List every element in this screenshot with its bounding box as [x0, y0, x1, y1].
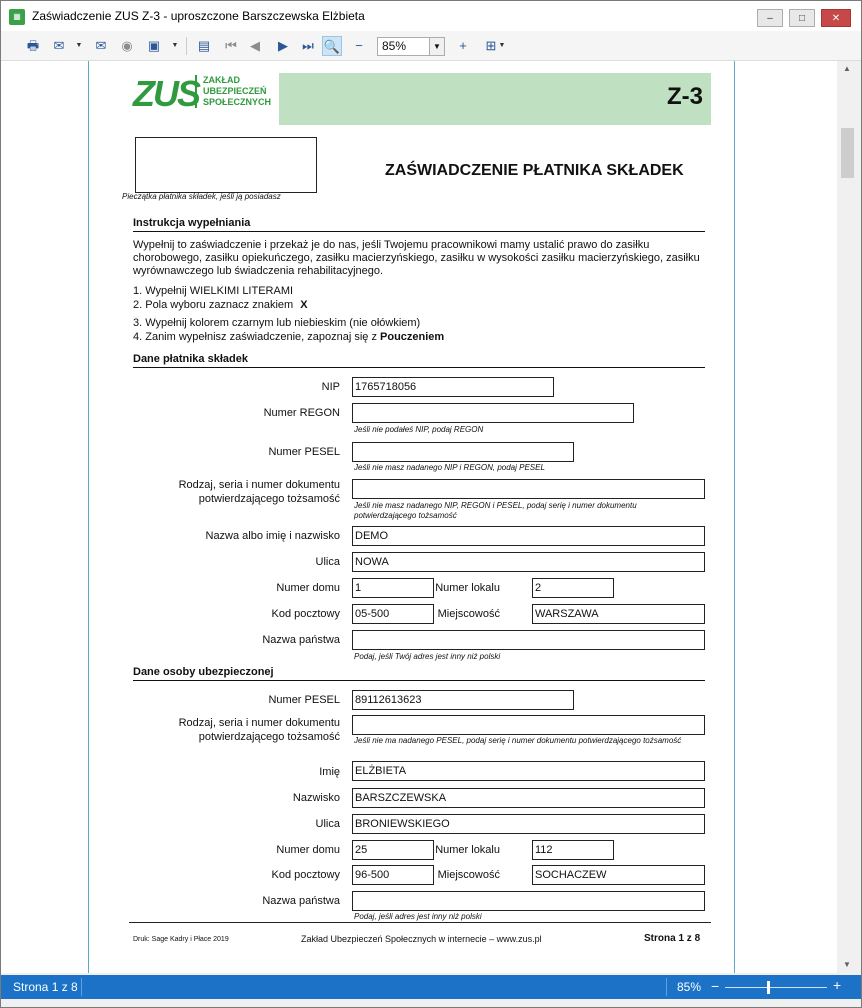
- zus-logo-text: [195, 75, 283, 108]
- zus-header-band: [133, 73, 711, 125]
- payer-house-field[interactable]: 1: [352, 578, 434, 598]
- email-attach-icon[interactable]: ✉: [95, 38, 107, 53]
- payer-pesel-label: Numer PESEL: [268, 446, 340, 458]
- payer-doc-hint: Jeśli nie masz nadanego NIP, REGON i PESEL, podaj serię i numer dokumentu potwierdzającego tożsamość: [354, 501, 637, 520]
- payer-city-field[interactable]: WARSZAWA: [532, 604, 705, 624]
- page-layout-icon[interactable]: ▤: [197, 38, 211, 53]
- zoom-select-value: 85%: [382, 39, 407, 53]
- chevron-down-icon: ▼: [429, 38, 444, 55]
- insured-doc-label: Rodzaj, seria i numer dokumentu potwierdzającego tożsamość: [178, 717, 340, 743]
- insured-city-label: Miejscowość: [437, 869, 500, 881]
- insured-pesel-field[interactable]: 89112613623: [352, 690, 574, 710]
- payer-flat-label: Numer lokalu: [435, 582, 500, 594]
- vertical-scrollbar[interactable]: [837, 61, 857, 973]
- form-code: Z-3: [667, 83, 703, 110]
- first-page-icon[interactable]: ⏮: [225, 38, 237, 53]
- payer-nip-label: NIP: [321, 381, 340, 393]
- next-page-icon[interactable]: ▶: [278, 38, 288, 53]
- insured-city-field[interactable]: SOCHACZEW: [532, 865, 705, 885]
- insured-street-label: Ulica: [315, 818, 340, 830]
- zoom-tool-icon[interactable]: 🔍: [322, 36, 342, 56]
- view-mode-dropdown-icon[interactable]: ▼: [498, 42, 506, 49]
- instructions-heading: Instrukcja wypełniania: [133, 217, 705, 232]
- zoom-slider-thumb[interactable]: [767, 981, 770, 994]
- logo-line-3: SPOŁECZNYCH: [203, 97, 272, 107]
- payer-pesel-field[interactable]: [352, 442, 574, 462]
- status-separator-2: [666, 978, 667, 996]
- insured-postal-field[interactable]: 96-500: [352, 865, 434, 885]
- close-button[interactable]: ✕: [821, 9, 851, 27]
- insured-last-label: Nazwisko: [292, 792, 340, 804]
- payer-pesel-hint: Jeśli nie masz nadanego NIP i REGON, podaj PESEL: [354, 463, 545, 472]
- zoom-minus-icon[interactable]: −: [711, 978, 720, 994]
- insured-first-field[interactable]: ELŻBIETA: [352, 761, 705, 781]
- insured-country-field[interactable]: [352, 891, 705, 911]
- insured-house-label: Numer domu: [276, 844, 340, 856]
- checkbox-mark-example: X: [300, 299, 308, 311]
- page-edge-left: [88, 61, 89, 973]
- print-setup-icon[interactable]: 🖶: [26, 38, 40, 53]
- insured-last-field[interactable]: BARSZCZEWSKA: [352, 788, 705, 808]
- sheet-icon: ▦: [9, 9, 25, 25]
- disk-icon[interactable]: ◉: [121, 38, 133, 53]
- payer-country-label: Nazwa państwa: [262, 634, 340, 646]
- insured-street-field[interactable]: BRONIEWSKIEGO: [352, 814, 705, 834]
- payer-regon-label: Numer REGON: [263, 407, 340, 419]
- instruction-step-4-bold: Pouczeniem: [380, 331, 445, 343]
- document-title: ZAŚWIADCZENIE PŁATNIKA SKŁADEK: [385, 162, 684, 179]
- stamp-box: [135, 137, 317, 193]
- view-mode-icon[interactable]: ⊞: [485, 38, 497, 53]
- toolbar: [1, 31, 861, 61]
- maximize-button[interactable]: □: [789, 9, 815, 27]
- logo-line-1: ZAKŁAD: [203, 75, 240, 85]
- payer-name-field[interactable]: DEMO: [352, 526, 705, 546]
- payer-doc-label: Rodzaj, seria i numer dokumentu potwierdzającego tożsamość: [178, 479, 340, 505]
- insured-flat-label: Numer lokalu: [435, 844, 500, 856]
- payer-doc-field[interactable]: [352, 479, 705, 499]
- status-bar: [1, 975, 861, 999]
- zoom-slider-track[interactable]: [725, 987, 827, 988]
- payer-flat-field[interactable]: 2: [532, 578, 614, 598]
- last-page-icon[interactable]: ⏭: [302, 38, 314, 53]
- instruction-step-2-text: 2. Pola wyboru zaznacz znakiem: [133, 299, 294, 311]
- toolbar-separator: [186, 37, 187, 55]
- instruction-step-4-text: 4. Zanim wypełnisz zaświadczenie, zapoznaj się z: [133, 331, 377, 343]
- header-green-strip: [279, 73, 711, 125]
- payer-regon-hint: Jeśli nie podałeś NIP, podaj REGON: [354, 425, 484, 434]
- payer-street-label: Ulica: [315, 556, 340, 568]
- document-viewer[interactable]: [1, 61, 837, 973]
- insured-postal-label: Kod pocztowy: [271, 869, 340, 881]
- insured-heading: Dane osoby ubezpieczonej: [133, 666, 705, 681]
- window-title: Zaświadczenie ZUS Z-3 - uproszczone Barszczewska Elżbieta: [32, 9, 365, 23]
- instruction-step-2: [133, 299, 308, 311]
- instruction-step-1: 1. Wypełnij WIELKIMI LITERAMI: [133, 285, 294, 297]
- minimize-button[interactable]: –: [757, 9, 783, 27]
- payer-country-hint: Podaj, jeśli Twój adres jest inny niż polski: [354, 652, 501, 661]
- payer-heading: Dane płatnika składek: [133, 353, 705, 368]
- email-dropdown-icon[interactable]: ▼: [75, 42, 83, 49]
- payer-city-label: Miejscowość: [437, 608, 500, 620]
- insured-house-field[interactable]: 25: [352, 840, 434, 860]
- scroll-thumb[interactable]: [841, 128, 854, 178]
- stamp-caption: Pieczątka płatnika składek, jeśli ją posiadasz: [122, 192, 281, 201]
- footer-page-number: Strona 1 z 8: [644, 933, 701, 944]
- save-dropdown-icon[interactable]: ▼: [171, 42, 179, 49]
- status-separator: [81, 978, 82, 996]
- payer-postal-label: Kod pocztowy: [271, 608, 340, 620]
- instructions-text: Wypełnij to zaświadczenie i przekaż je do nas, jeśli Twojemu pracownikowi mamy ustalić prawo do zasiłku chorobowego, zasiłku opiekuńczego, zasiłku macierzyńskiego, zasiłku w wysokości zasiłku macierzyńskiego, zasiłku wyrównawczego lub świadczenia rehabilitacyjnego.: [133, 239, 700, 277]
- zus-logo: ZUS: [133, 73, 199, 114]
- logo-line-2: UBEZPIECZEŃ: [203, 86, 267, 96]
- insured-flat-field[interactable]: 112: [532, 840, 614, 860]
- prev-page-icon[interactable]: ◀: [250, 38, 260, 53]
- footer-rule: [129, 922, 711, 923]
- scroll-up-icon[interactable]: ▲: [843, 64, 851, 73]
- insured-doc-hint: Jeśli nie ma nadanego PESEL, podaj serię i numer dokumentu potwierdzającego tożsamość: [354, 736, 682, 745]
- insured-pesel-label: Numer PESEL: [268, 694, 340, 706]
- payer-name-label: Nazwa albo imię i nazwisko: [205, 530, 340, 542]
- instruction-step-3: 3. Wypełnij kolorem czarnym lub niebieskim (nie ołówkiem): [133, 317, 421, 329]
- zoom-in-icon[interactable]: +: [459, 38, 467, 53]
- scroll-down-icon[interactable]: ▼: [843, 960, 851, 969]
- footer-zus-web: Zakład Ubezpieczeń Społecznych w internecie – www.zus.pl: [301, 934, 542, 944]
- save-icon[interactable]: ▣: [147, 38, 161, 53]
- payer-country-field[interactable]: [352, 630, 705, 650]
- email-icon[interactable]: ✉: [53, 38, 65, 53]
- title-bar[interactable]: [1, 1, 861, 31]
- status-zoom: 85%: [677, 980, 702, 994]
- insured-country-label: Nazwa państwa: [262, 895, 340, 907]
- instruction-step-4: [133, 331, 444, 343]
- zoom-out-icon[interactable]: −: [355, 38, 363, 53]
- payer-house-label: Numer domu: [276, 582, 340, 594]
- zoom-select[interactable]: [377, 37, 445, 56]
- payer-street-field[interactable]: NOWA: [352, 552, 705, 572]
- insured-country-hint: Podaj, jeśli adres jest inny niż polski: [354, 912, 482, 921]
- insured-doc-field[interactable]: [352, 715, 705, 735]
- payer-postal-field[interactable]: 05-500: [352, 604, 434, 624]
- payer-regon-field[interactable]: [352, 403, 634, 423]
- footer-print-source: Druk: Sage Kadry i Płace 2019: [133, 936, 229, 943]
- payer-nip-field[interactable]: 1765718056: [352, 377, 554, 397]
- insured-first-label: Imię: [319, 766, 340, 778]
- page-edge-right: [734, 61, 735, 973]
- zoom-plus-icon[interactable]: +: [833, 977, 842, 993]
- status-page: Strona 1 z 8: [13, 980, 78, 994]
